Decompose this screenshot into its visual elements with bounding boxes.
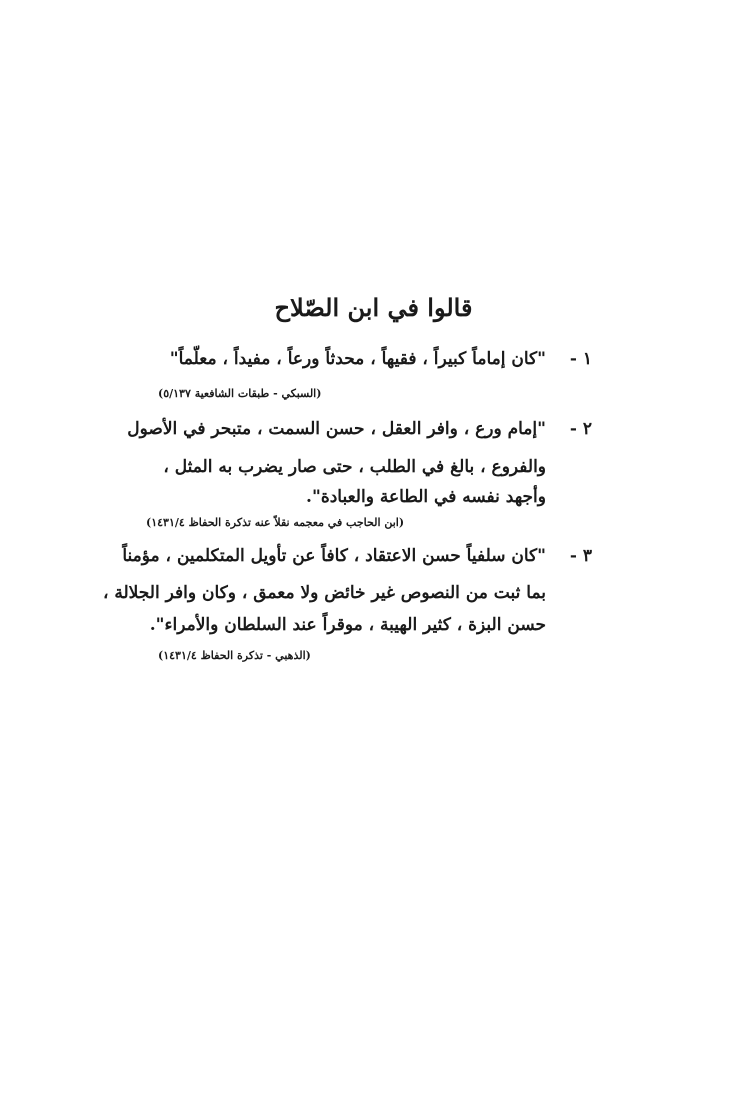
quote-3-line-2 (102, 578, 592, 608)
quote-1-text-1: "كان إماماً كبيراً ، فقيهاً ، محدثاً ورعاً ، مفيداً ، معلّماً" (169, 349, 546, 369)
quote-1-line-1 (142, 344, 592, 374)
quote-3-text-1: "كان سلفياً حسن الاعتقاد ، كافاً عن تأويل المتكلمين ، مؤمناً (122, 546, 546, 566)
quote-2-line-1 (127, 414, 592, 444)
quote-2-text-3: وأجهد نفسه في الطاعة والعبادة". (306, 487, 546, 507)
quote-1-number: ١ - (569, 349, 592, 369)
quote-2-citation: (ابن الحاجب في معجمه نقلاً عنه تذكرة الحفاظ ١٤٣١/٤) (146, 516, 405, 529)
quote-3-citation: (الذهبي - تذكرة الحفاظ ١٤٣١/٤) (158, 649, 311, 662)
quote-3-line-1 (122, 541, 592, 571)
quote-3-text-2: بما ثبت من النصوص غير خائض ولا معمق ، وكان وافر الجلالة ، (102, 583, 546, 603)
quote-2-text-2: والفروع ، بالغ في الطلب ، حتى صار يضرب به المثل ، (163, 457, 546, 477)
quote-2-line-2 (142, 452, 592, 482)
quote-2-text-1: "إمام ورع ، وافر العقل ، حسن السمت ، متبحر في الأصول (127, 419, 546, 439)
quote-3-line-3 (142, 610, 592, 640)
quote-3-number: ٣ - (569, 546, 592, 566)
quote-2-number: ٢ - (569, 419, 592, 439)
quote-3-text-3: حسن البزة ، كثير الهيبة ، موقراً عند السلطان والأمراء". (149, 615, 546, 635)
page-title: قالوا في ابن الصّلاح (274, 293, 473, 322)
quote-2-line-3 (142, 482, 592, 512)
quote-1-citation: (السبكي - طبقات الشافعية ٥/١٣٧) (158, 387, 322, 400)
